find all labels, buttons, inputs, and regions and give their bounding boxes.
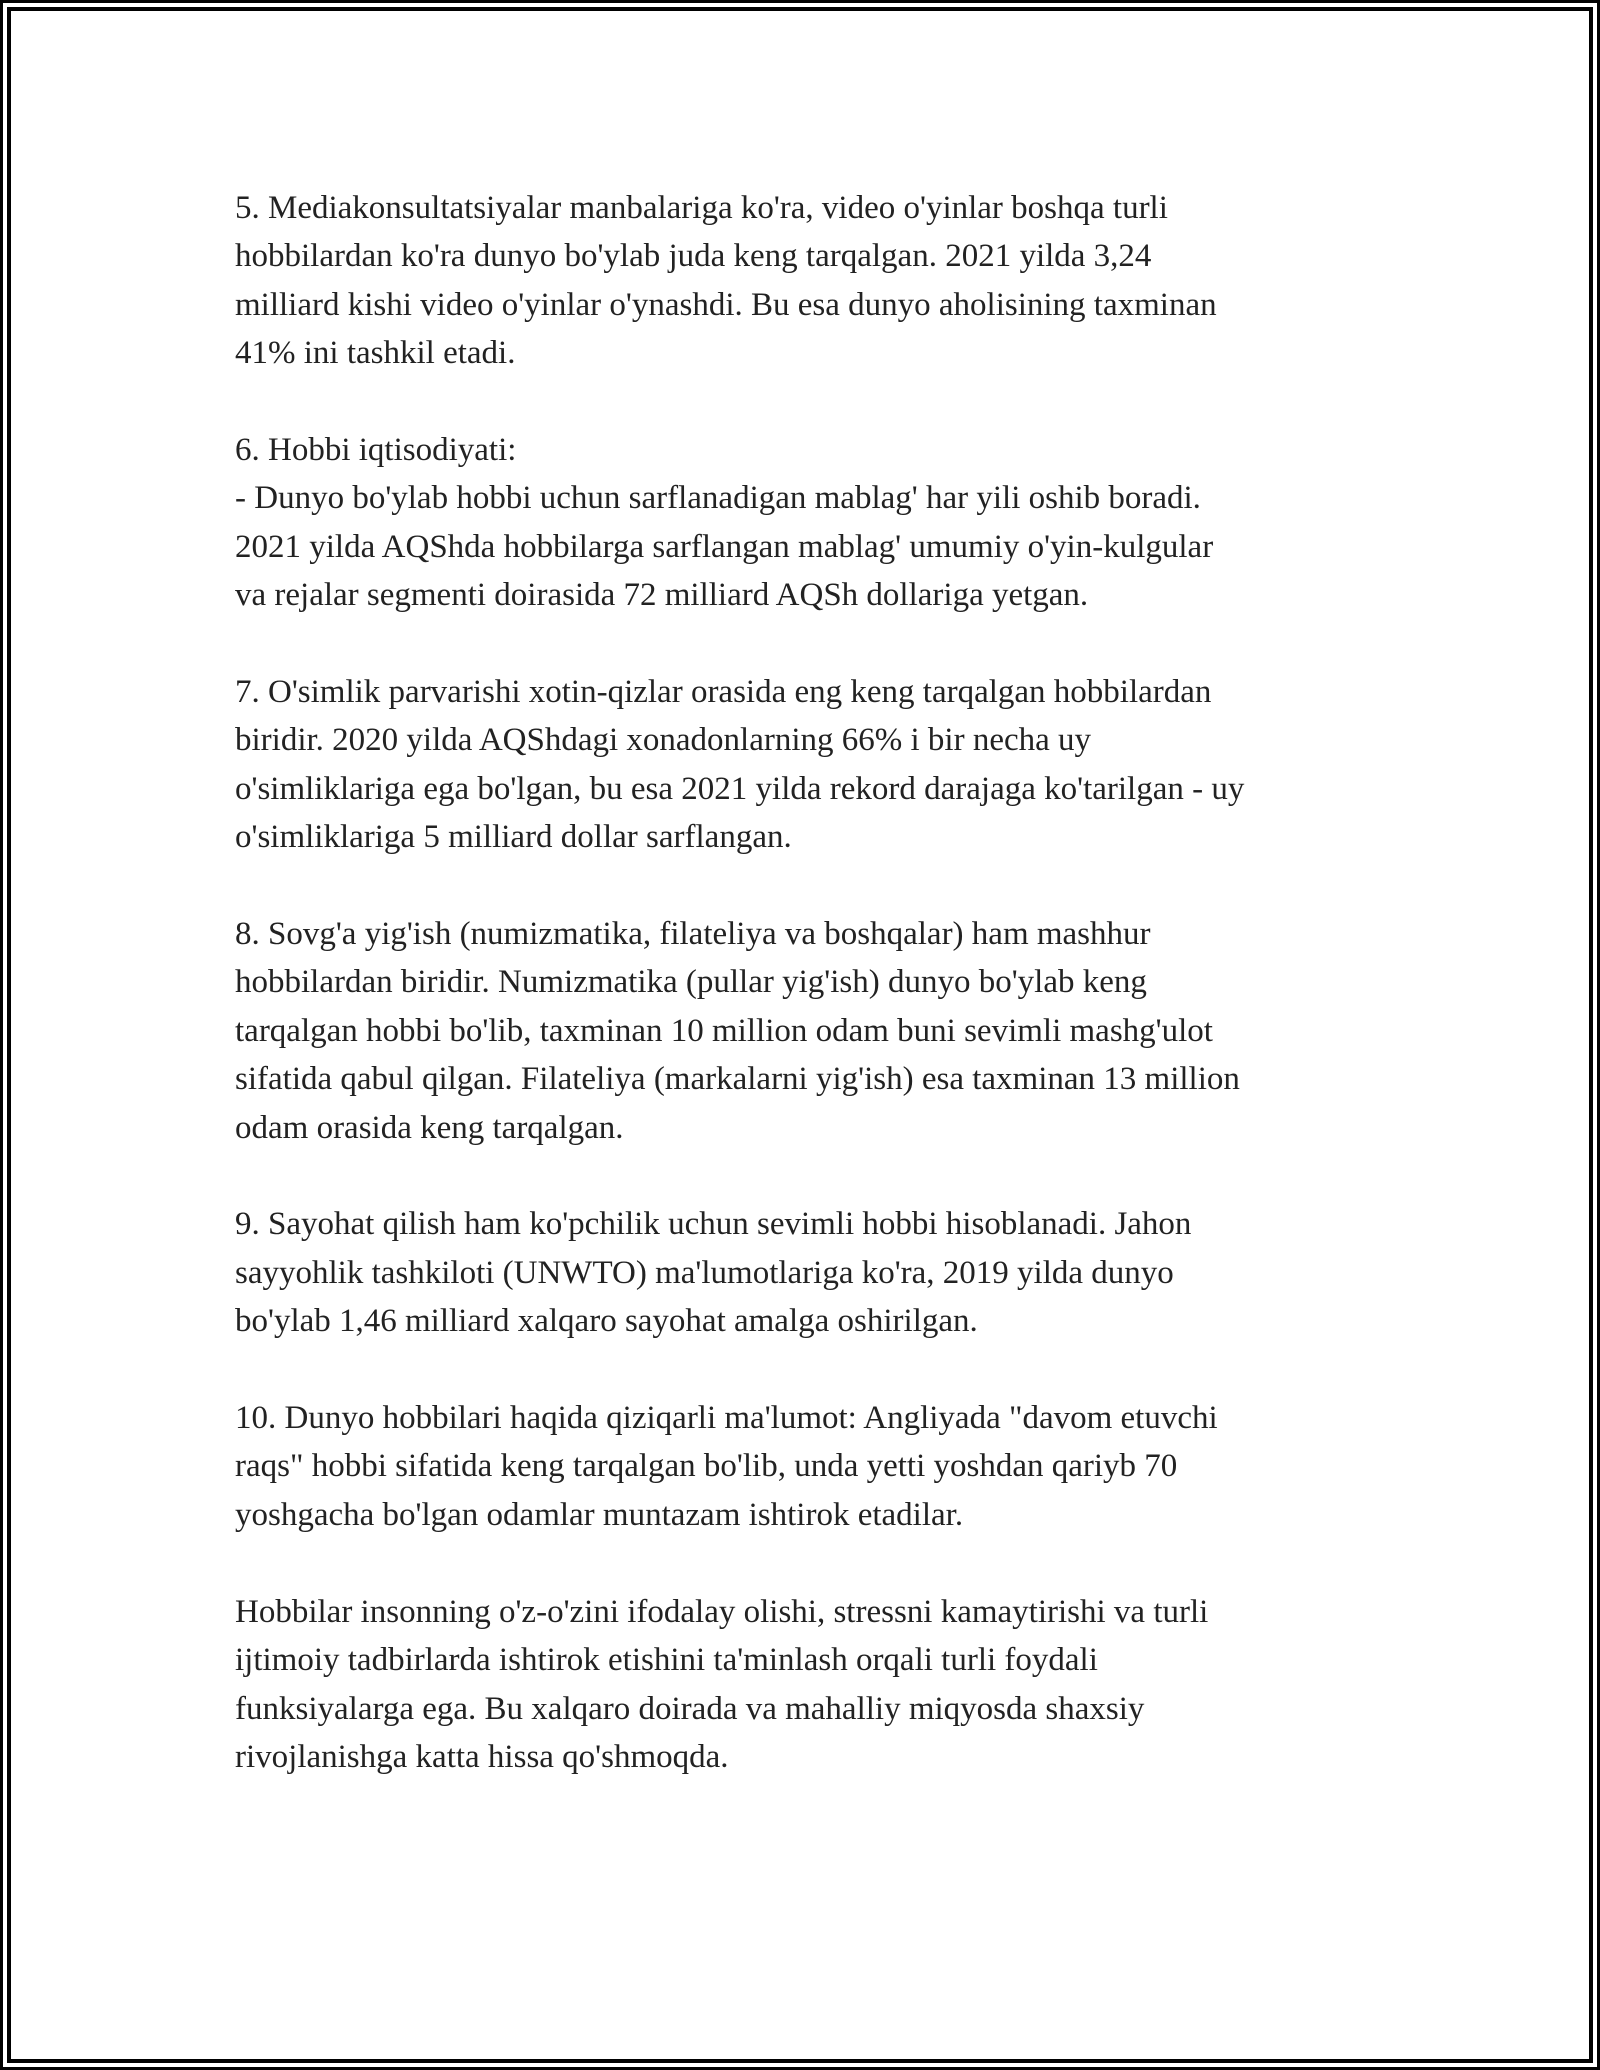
paragraph-item-7: 7. O'simlik parvarishi xotin-qizlar orasida eng keng tarqalgan hobbilardan biridir. 2020 yilda AQShdagi xonadonlarning 66% i bir necha uy o'simliklariga ega bo'lgan, bu esa 2021 yilda rekord darajaga ko'tarilgan - uy o'simliklariga 5 milliard dollar sarflangan.	[235, 674, 1245, 856]
paragraph-item-10: 10. Dunyo hobbilari haqida qiziqarli ma'lumot: Angliyada "davom etuvchi raqs" hobbi sifatida keng tarqalgan bo'lib, unda yetti yoshdan qariyb 70 yoshgacha bo'lgan odamlar muntazam ishtirok etadilar.	[235, 1400, 1218, 1533]
document-body	[235, 184, 1365, 1781]
paragraph-spacer	[235, 1152, 1365, 1200]
paragraph-item-8: 8. Sovg'a yig'ish (numizmatika, filateliya va boshqalar) ham mashhur hobbilardan biridir. Numizmatika (pullar yig'ish) dunyo bo'ylab keng tarqalgan hobbi bo'lib, taxminan 10 million odam buni sevimli mashg'ulot sifatida qabul qilgan. Filateliya (markalarni yig'ish) esa taxminan 13 million odam orasida keng tarqalgan.	[235, 916, 1240, 1146]
paragraph-spacer	[235, 1346, 1365, 1394]
paragraph-item-5: 5. Mediakonsultatsiyalar manbalariga ko'ra, video o'yinlar boshqa turli hobbilardan ko'ra dunyo bo'ylab juda keng tarqalgan. 2021 yilda 3,24 milliard kishi video o'yinlar o'ynashdi. Bu esa dunyo aholisining taxminan 41% ini tashkil etadi.	[235, 190, 1217, 372]
paragraph-spacer	[235, 1539, 1365, 1587]
paragraph-spacer	[235, 620, 1365, 668]
paragraph-spacer	[235, 378, 1365, 426]
paragraph-item-6: 6. Hobbi iqtisodiyati: - Dunyo bo'ylab hobbi uchun sarflanadigan mablag' har yili oshib boradi. 2021 yilda AQShda hobbilarga sarflangan mablag' umumiy o'yin-kulgular va rejalar segmenti doirasida 72 milliard AQSh dollariga yetgan.	[235, 432, 1214, 614]
paragraph-item-9: 9. Sayohat qilish ham ko'pchilik uchun sevimli hobbi hisoblanadi. Jahon sayyohlik tashkiloti (UNWTO) ma'lumotlariga ko'ra, 2019 yilda dunyo bo'ylab 1,46 milliard xalqaro sayohat amalga oshirilgan.	[235, 1206, 1192, 1340]
closing-paragraph: Hobbilar insonning o'z-o'zini ifodalay olishi, stressni kamaytirishi va turli ijtimoiy tadbirlarda ishtirok etishini ta'minlash orqali turli foydali funksiyalarga ega. Bu xalqaro doirada va mahalliy miqyosda shaxsiy rivojlanishga katta hissa qo'shmoqda.	[235, 1593, 1209, 1775]
paragraph-spacer	[235, 862, 1365, 910]
